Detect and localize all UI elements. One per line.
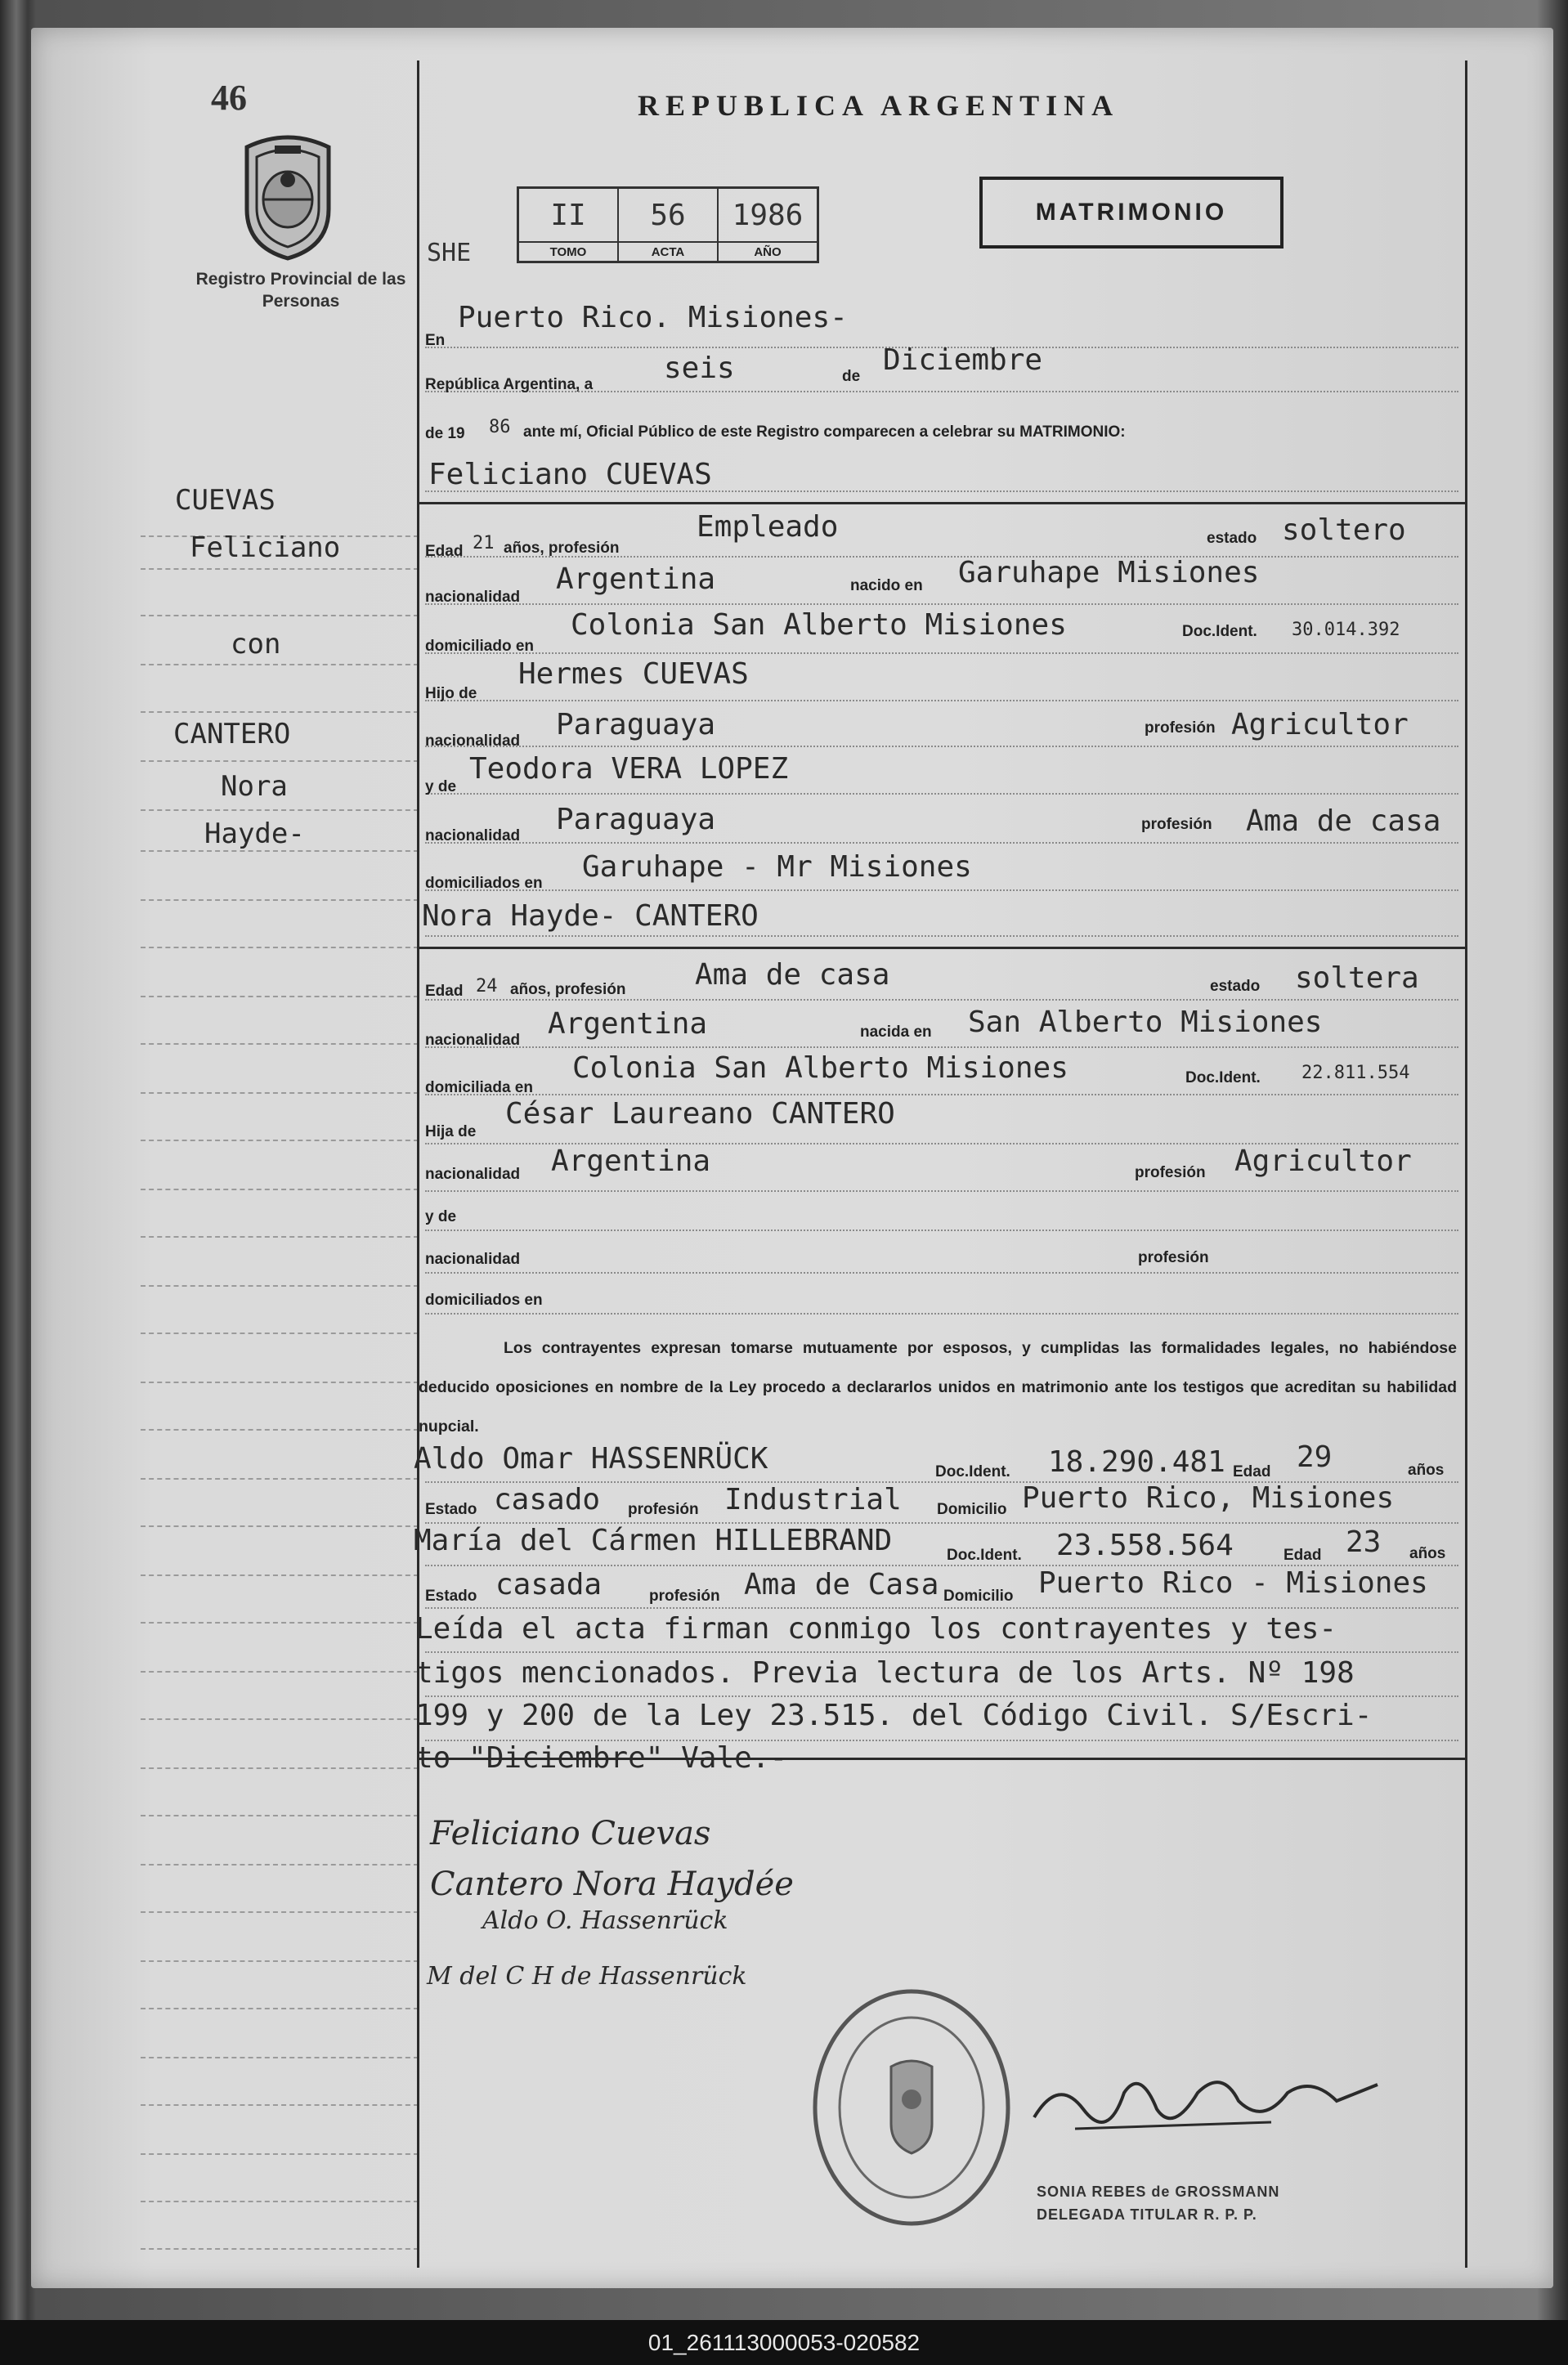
tomo-value: II: [518, 188, 619, 243]
groom-age: 21: [473, 533, 495, 553]
bride-father-nationality: Argentina: [551, 1144, 711, 1178]
bride-profession: Ama de casa: [695, 958, 890, 992]
groom-estado: soltero: [1282, 513, 1406, 547]
bride-edad-label: Edad: [425, 983, 464, 1000]
bride-estado-label: estado: [1210, 978, 1261, 995]
label-en: En: [425, 332, 446, 349]
anio-label: AÑO: [718, 242, 818, 262]
witness-2-domicile: Puerto Rico - Misiones: [1038, 1566, 1428, 1600]
bride-father-prof-label: profesión: [1135, 1164, 1206, 1181]
registry-name: Registro Provincial de las Personas: [195, 270, 406, 311]
witness-1-doc-label: Doc.Ident.: [935, 1463, 1010, 1480]
witness-1-doc: 18.290.481: [1048, 1445, 1225, 1479]
groom-doc-label: Doc.Ident.: [1182, 623, 1257, 640]
ref-prefix: SHE: [427, 239, 472, 267]
groom-father-prof-label: profesión: [1145, 719, 1216, 737]
margin-name-2a: Nora: [221, 770, 288, 803]
groom-mother-prof-label: profesión: [1141, 816, 1212, 833]
day: seis: [664, 352, 735, 385]
witness-1-age: 29: [1297, 1440, 1333, 1474]
margin-conj: con: [231, 628, 281, 661]
bride-full-name: Nora Hayde- CANTERO: [422, 899, 759, 933]
reference-table: [517, 186, 819, 263]
country-title: REPUBLICA ARGENTINA: [638, 89, 1120, 122]
witness-2-doc-label: Doc.Ident.: [947, 1547, 1022, 1564]
groom-doc: 30.014.392: [1292, 620, 1400, 640]
witness-2-anos-label: años: [1409, 1545, 1446, 1562]
bride-father-nac-label: nacionalidad: [425, 1166, 521, 1183]
bride-yde-label: y de: [425, 1208, 457, 1225]
bride-mother-nac-label: nacionalidad: [425, 1251, 521, 1268]
note-line-3: 199 y 200 de la Ley 23.515. del Código Civil. S/Escri-: [415, 1699, 1373, 1732]
bride-mother-prof-label: profesión: [1138, 1249, 1209, 1266]
declaration-text: Los contrayentes expresan tomarse mutuamente por esposos, y cumplidas las formalidades legales, no habiéndose deducido oposiciones en nombre de la Ley procedo a declararlos unidos en matrimonio ante los testigos que acreditan su habilidad nupcial.: [419, 1339, 1457, 1436]
bride-top-line: [417, 947, 1467, 949]
margin-surname-1: CUEVAS: [175, 484, 276, 517]
bride-doc: 22.811.554: [1301, 1063, 1410, 1083]
bride-domicile: Colonia San Alberto Misiones: [572, 1051, 1068, 1085]
groom-hijo-label: Hijo de: [425, 685, 477, 702]
official-seal-icon: [809, 1985, 1014, 2230]
witness-2-profession: Ama de Casa: [744, 1568, 939, 1601]
signature-witness-2: M del C H de Hassenrück: [427, 1962, 747, 1991]
bride-nationality: Argentina: [548, 1007, 708, 1041]
bride-age: 24: [476, 976, 498, 997]
witness-1-estado: casado: [494, 1483, 601, 1516]
image-filename: 01_261113000053-020582: [0, 2320, 1568, 2365]
margin-name-1: Feliciano: [190, 531, 341, 564]
signature-witness-1: Aldo O. Hassenrück: [482, 1906, 728, 1935]
witness-1-edad-label: Edad: [1233, 1463, 1271, 1480]
bride-anos-prof-label: años, profesión: [510, 981, 626, 998]
witness-2-edad-label: Edad: [1284, 1547, 1322, 1564]
witness-1-prof-label: profesión: [628, 1501, 699, 1518]
place: Puerto Rico. Misiones-: [458, 301, 848, 334]
witness-1-anos-label: años: [1408, 1462, 1445, 1479]
bride-nacida-label: nacida en: [860, 1023, 932, 1041]
groom-parents-domicile: Garuhape - Mr Misiones: [582, 850, 972, 884]
groom-nacido-label: nacido en: [850, 577, 923, 594]
official-title: DELEGADA TITULAR R. P. P.: [1037, 2206, 1257, 2223]
bride-estado: soltera: [1295, 961, 1419, 995]
signature-bride: Cantero Nora Haydée: [430, 1866, 794, 1903]
tomo-label: TOMO: [518, 242, 619, 262]
groom-doms-label: domiciliados en: [425, 875, 543, 892]
groom-full-name: Feliciano CUEVAS: [428, 458, 712, 491]
bride-doc-label: Doc.Ident.: [1185, 1069, 1261, 1086]
signature-groom: Feliciano Cuevas: [430, 1815, 711, 1852]
bride-nac-label: nacionalidad: [425, 1032, 521, 1049]
witness-2-prof-label: profesión: [649, 1588, 720, 1605]
groom-yde-label: y de: [425, 778, 457, 795]
witness-1-dom-label: Domicilio: [937, 1501, 1007, 1518]
month: Diciembre: [883, 343, 1043, 377]
witness-1-estado-label: Estado: [425, 1501, 477, 1518]
bride-birthplace: San Alberto Misiones: [968, 1006, 1323, 1039]
note-line-4: to "Diciembre" Vale.-: [415, 1741, 788, 1775]
groom-father-nac-label: nacionalidad: [425, 732, 521, 750]
witness-1-profession: Industrial: [724, 1483, 902, 1516]
bride-father-profession: Agricultor: [1234, 1144, 1412, 1178]
label-republica: República Argentina, a: [425, 376, 594, 393]
witness-1-domicile: Puerto Rico, Misiones: [1022, 1481, 1395, 1515]
anio-value: 1986: [718, 188, 818, 243]
coat-of-arms-icon: [237, 131, 338, 262]
official-stamp: [1037, 2181, 1279, 2227]
official-name: SONIA REBES de GROSSMANN: [1037, 2184, 1280, 2200]
label-year-a: de 19: [425, 425, 465, 442]
witness-2-name: María del Cármen HILLEBRAND: [414, 1524, 893, 1557]
column-divider: [417, 60, 419, 2268]
groom-father-nationality: Paraguaya: [556, 708, 716, 741]
margin-name-2b: Hayde-: [204, 817, 305, 850]
groom-domicile: Colonia San Alberto Misiones: [571, 608, 1067, 642]
groom-mother-profession: Ama de casa: [1246, 804, 1441, 838]
year-digits: 86: [489, 417, 511, 437]
witness-2-age: 23: [1346, 1525, 1382, 1559]
groom-dom-label: domiciliado en: [425, 638, 535, 655]
bride-doms-label: domiciliados en: [425, 1292, 543, 1309]
groom-estado-label: estado: [1207, 530, 1257, 547]
groom-nac-label: nacionalidad: [425, 589, 521, 606]
label-year-b: ante mí, Oficial Público de este Registro comparecen a celebrar su MATRIMONIO:: [523, 423, 1126, 441]
margin-surname-2: CANTERO: [173, 718, 291, 750]
record-type-box: MATRIMONIO: [979, 177, 1284, 249]
groom-birthplace: Garuhape Misiones: [958, 556, 1260, 589]
bride-father: César Laureano CANTERO: [505, 1097, 895, 1131]
groom-mother-nationality: Paraguaya: [556, 803, 716, 836]
bride-dom-label: domiciliada en: [425, 1079, 533, 1096]
groom-mother: Teodora VERA LOPEZ: [469, 752, 789, 786]
acta-value: 56: [618, 188, 718, 243]
groom-mother-nac-label: nacionalidad: [425, 827, 521, 844]
witness-2-dom-label: Domicilio: [943, 1588, 1014, 1605]
groom-profession: Empleado: [697, 510, 839, 544]
groom-father: Hermes CUEVAS: [518, 657, 749, 691]
groom-nationality: Argentina: [556, 562, 716, 596]
acta-label: ACTA: [618, 242, 718, 262]
note-line-1: Leída el acta firman conmigo los contrayentes y tes-: [415, 1612, 1337, 1646]
witness-1-name: Aldo Omar HASSENRÜCK: [414, 1442, 768, 1476]
groom-edad-label: Edad: [425, 543, 464, 560]
bride-hija-label: Hija de: [425, 1123, 477, 1140]
label-de: de: [842, 368, 861, 385]
official-signature-icon: [1026, 2060, 1386, 2142]
right-border: [1465, 60, 1467, 2268]
witness-2-estado-label: Estado: [425, 1588, 477, 1605]
groom-father-profession: Agricultor: [1231, 708, 1409, 741]
note-line-2: tigos mencionados. Previa lectura de los Arts. Nº 198: [415, 1656, 1355, 1690]
groom-top-line: [417, 502, 1467, 504]
witness-2-estado: casada: [495, 1568, 603, 1601]
witness-2-doc: 23.558.564: [1056, 1529, 1234, 1562]
groom-anos-prof-label: años, profesión: [504, 540, 620, 557]
page-number: 46: [211, 78, 247, 118]
